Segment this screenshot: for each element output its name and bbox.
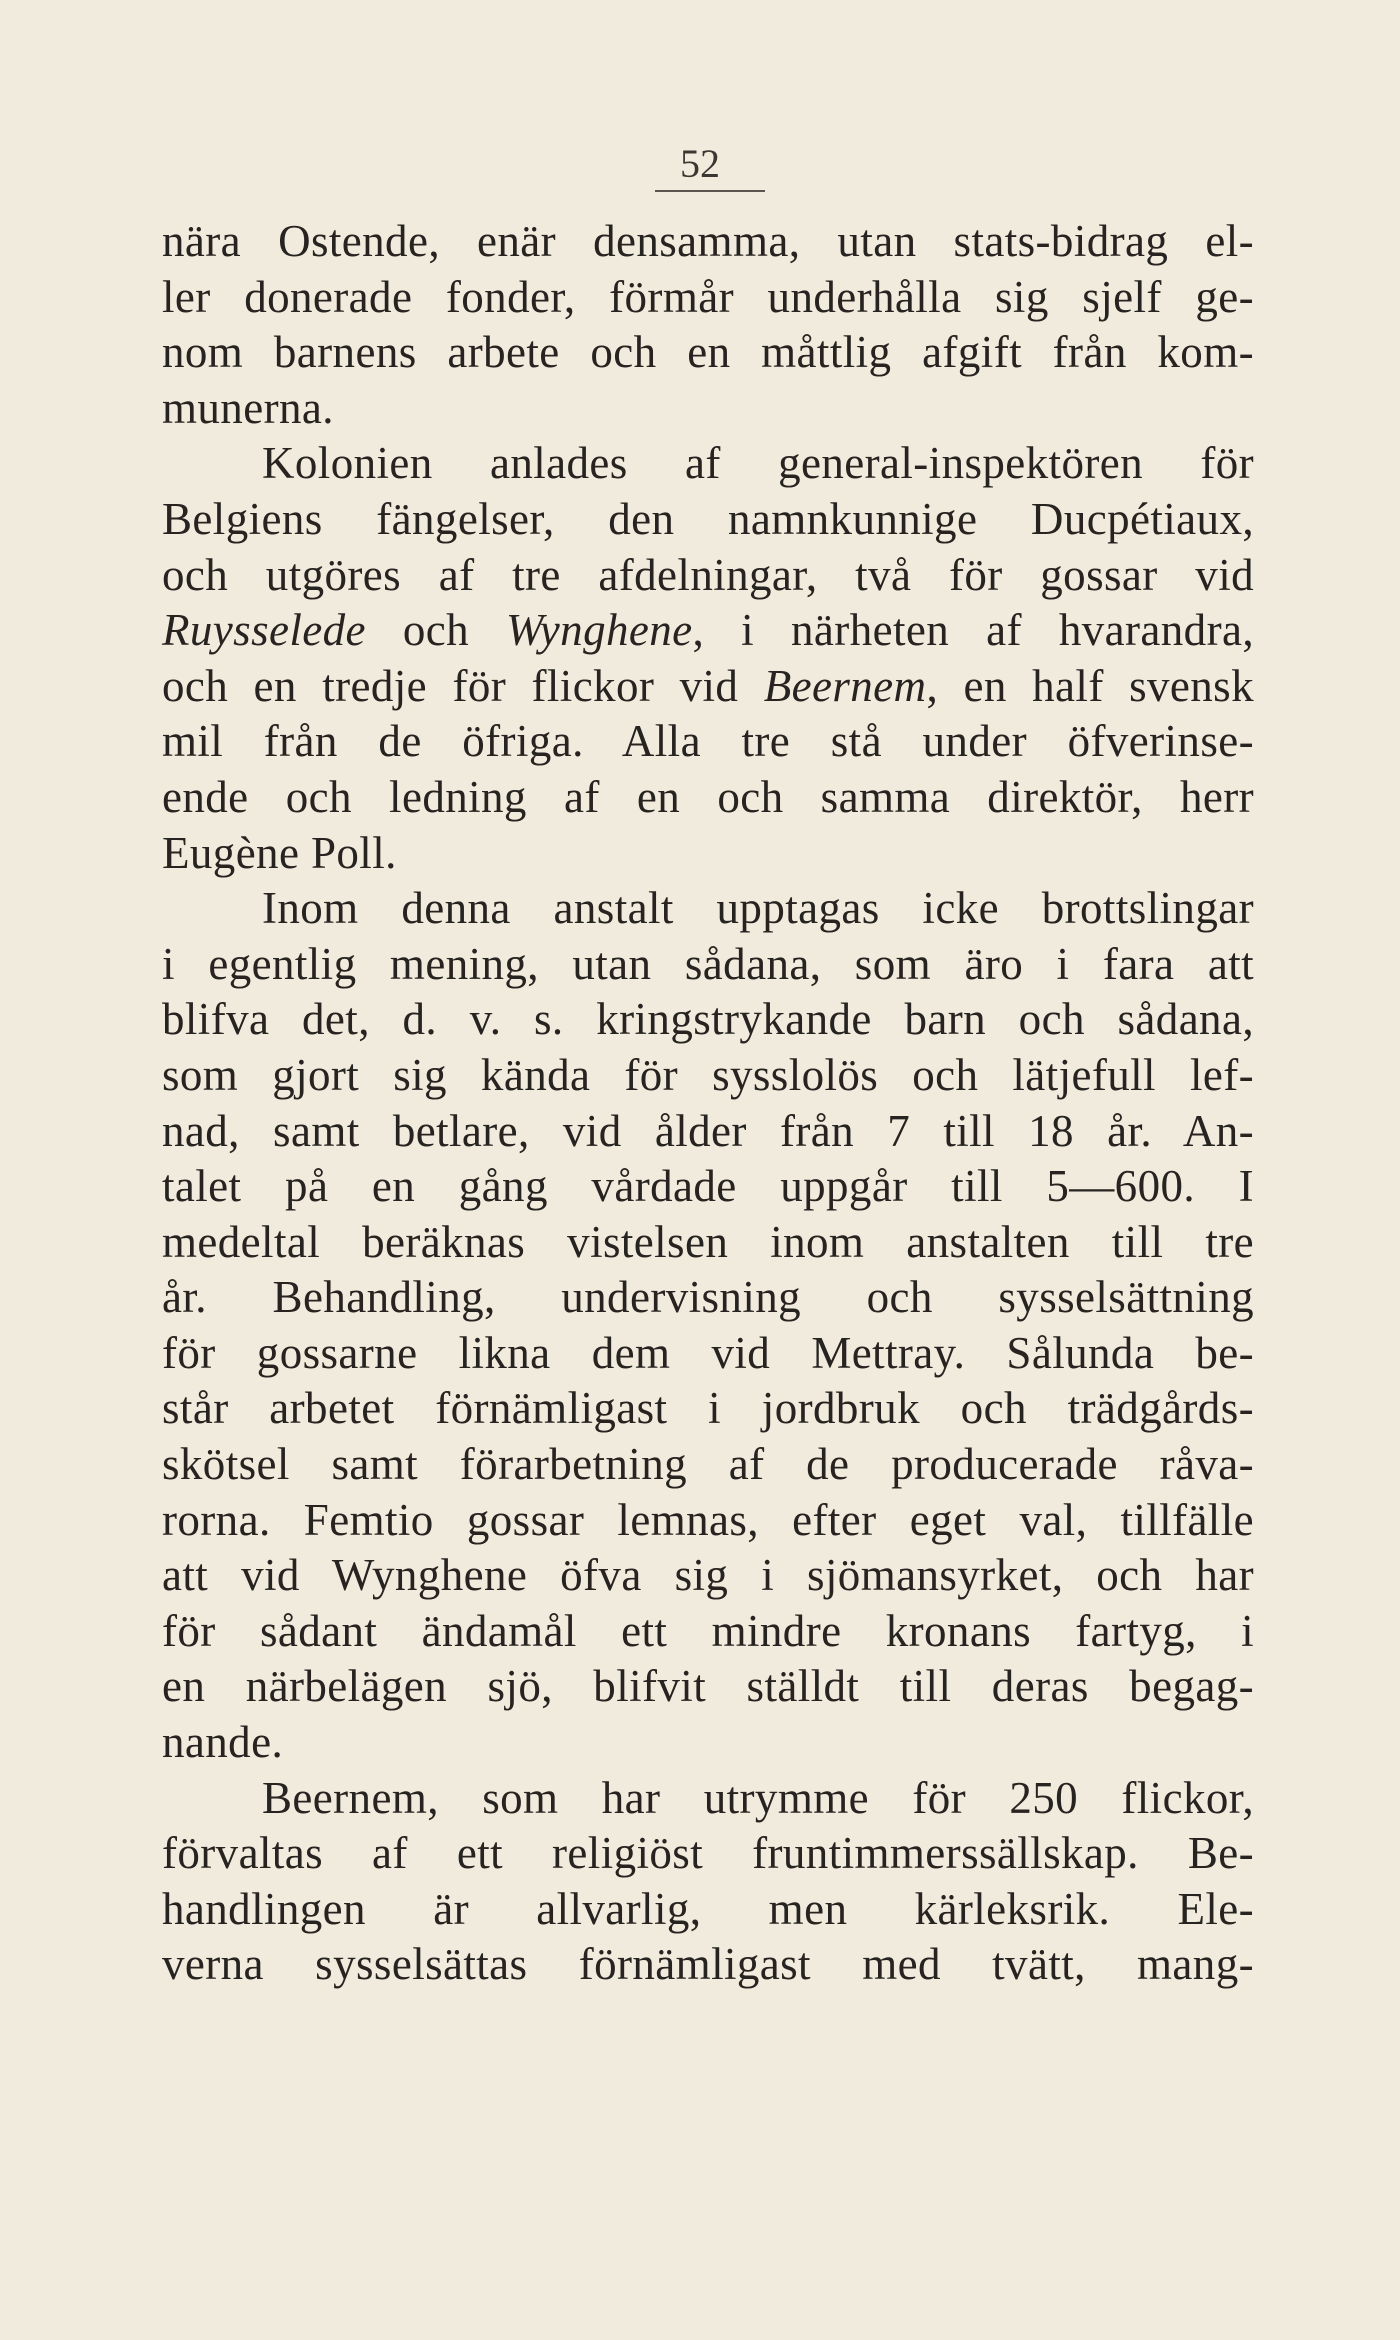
text-line	[162, 1159, 1254, 1215]
text-line	[162, 1104, 1254, 1160]
text-segment: en närbelägen sjö, blifvit ställdt till deras begag-	[162, 1661, 1254, 1712]
text-line	[162, 881, 1254, 937]
text-line	[162, 1659, 1254, 1715]
body-text	[162, 214, 1254, 1993]
text-segment: ende och ledning af en och samma direktör, herr	[162, 771, 1254, 822]
text-segment: förvaltas af ett religiöst fruntimmerssällskap. Be-	[162, 1828, 1254, 1879]
text-line	[162, 714, 1254, 770]
text-line	[162, 1771, 1254, 1827]
text-segment: för sådant ändamål ett mindre kronans fartyg, i	[162, 1605, 1254, 1656]
text-line	[162, 548, 1254, 604]
text-line	[162, 1048, 1254, 1104]
text-segment: nad, samt betlare, vid ålder från 7 till 18 år. An-	[162, 1105, 1254, 1156]
text-line	[162, 603, 1254, 659]
text-line	[162, 1548, 1254, 1604]
text-line	[162, 1604, 1254, 1660]
text-segment: ler donerade fonder, förmår underhålla sig sjelf ge-	[162, 271, 1254, 322]
text-line	[162, 270, 1254, 326]
italic-place-name: Ruysselede	[162, 605, 366, 656]
text-line	[162, 992, 1254, 1048]
text-segment: står arbetet förnämligast i jordbruk och trädgårds-	[162, 1383, 1254, 1434]
text-segment: och en tredje för flickor vid	[162, 660, 764, 711]
text-segment: i egentlig mening, utan sådana, som äro i fara att	[162, 938, 1254, 989]
text-line	[162, 1437, 1254, 1493]
text-segment: blifva det, d. v. s. kringstrykande barn och sådana,	[162, 994, 1254, 1045]
italic-place-name: Beernem	[763, 660, 927, 711]
text-line	[162, 492, 1254, 548]
text-segment: som gjort sig kända för sysslolös och lätjefull lef-	[162, 1049, 1254, 1100]
text-line	[162, 770, 1254, 826]
text-line	[162, 325, 1254, 381]
text-line	[162, 1826, 1254, 1882]
text-segment: , en half svensk	[926, 660, 1254, 711]
text-segment: nära Ostende, enär densamma, utan stats-bidrag el-	[162, 216, 1254, 266]
text-line	[162, 1215, 1254, 1271]
text-line	[162, 1882, 1254, 1938]
text-segment: nom barnens arbete och en måttlig afgift från kom-	[162, 327, 1254, 378]
text-line	[162, 1326, 1254, 1382]
text-segment: , i närheten af hvarandra,	[692, 605, 1254, 656]
text-segment: nande.	[162, 1717, 284, 1768]
text-segment: Belgiens fängelser, den namnkunnige Ducpétiaux,	[162, 493, 1254, 544]
text-line	[162, 659, 1254, 715]
text-segment: Eugène Poll.	[162, 827, 397, 878]
text-segment: och utgöres af tre afdelningar, två för gossar vid	[162, 549, 1254, 600]
text-segment: Beernem, som har utrymme för 250 flickor,	[262, 1772, 1254, 1823]
text-line	[162, 1937, 1254, 1993]
text-segment: att vid Wynghene öfva sig i sjömansyrket, och har	[162, 1550, 1254, 1601]
text-line	[162, 1381, 1254, 1437]
page-number: 52	[680, 141, 720, 186]
page-number-rule	[655, 190, 765, 192]
text-segment: mil från de öfriga. Alla tre stå under öfverinse-	[162, 716, 1254, 767]
text-segment: talet på en gång vårdade uppgår till 5—600. I	[162, 1161, 1254, 1212]
text-line	[162, 381, 1254, 437]
text-line	[162, 1715, 1254, 1771]
text-segment: verna sysselsättas förnämligast med tvätt, mang-	[162, 1939, 1254, 1990]
text-segment: och	[365, 605, 507, 656]
text-line	[162, 826, 1254, 882]
text-segment: medeltal beräknas vistelsen inom anstalten till tre	[162, 1216, 1254, 1267]
text-segment: handlingen är allvarlig, men kärleksrik. Ele-	[162, 1883, 1254, 1934]
text-line	[162, 214, 1254, 270]
text-segment: för gossarne likna dem vid Mettray. Sålunda be-	[162, 1327, 1254, 1378]
text-line	[162, 1270, 1254, 1326]
text-segment: Kolonien anlades af general-inspektören för	[262, 438, 1254, 489]
text-line	[162, 1493, 1254, 1549]
text-segment: rorna. Femtio gossar lemnas, efter eget val, tillfälle	[162, 1494, 1254, 1545]
italic-place-name: Wynghene	[506, 605, 693, 656]
text-segment: munerna.	[162, 382, 334, 433]
text-segment: Inom denna anstalt upptagas icke brottslingar	[262, 883, 1254, 934]
text-line	[162, 436, 1254, 492]
text-segment: år. Behandling, undervisning och sysselsättning	[162, 1272, 1254, 1323]
text-line	[162, 937, 1254, 993]
text-segment: skötsel samt förarbetning af de producerade råva-	[162, 1439, 1254, 1490]
